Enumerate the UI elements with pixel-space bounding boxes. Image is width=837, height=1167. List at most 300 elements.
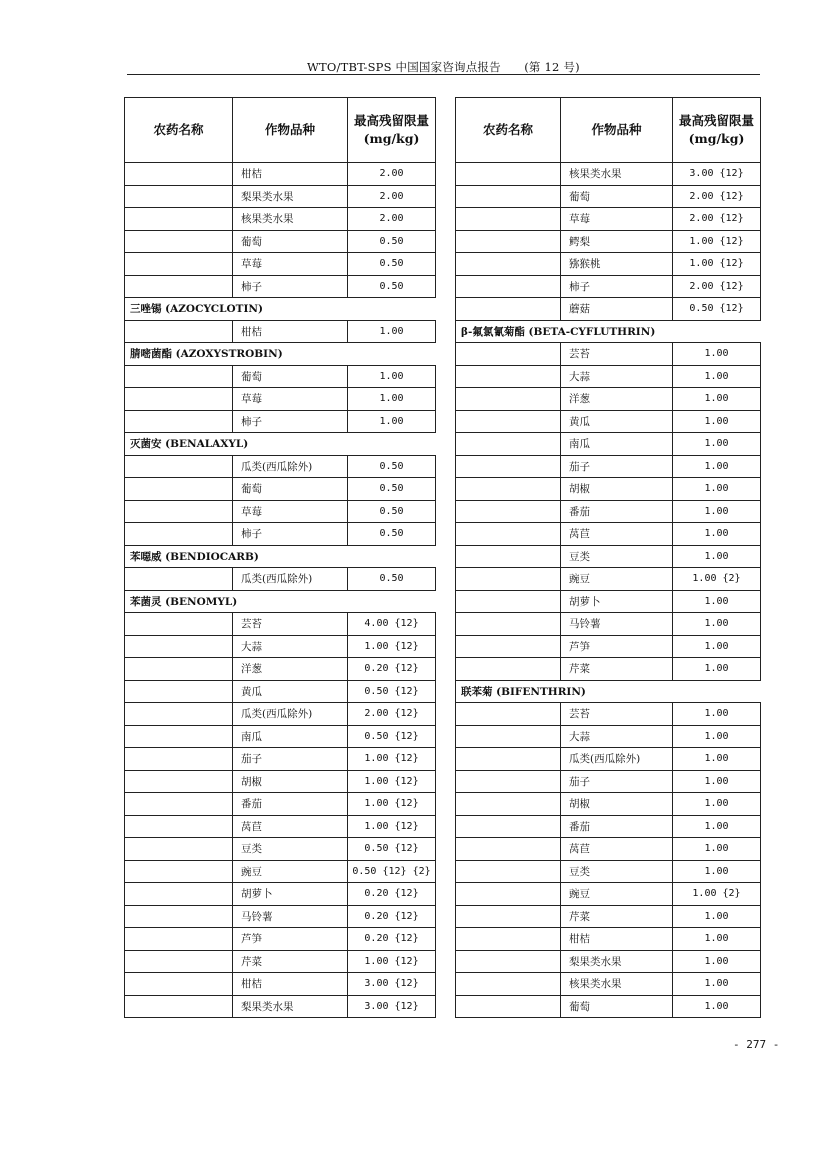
pesticide-name: 苯菌灵 (BENOMYL) [125,590,436,613]
mrl-value-cell: 1.00 [673,793,761,816]
mrl-value-cell: 1.00 [673,838,761,861]
table-row [125,905,436,928]
pesticide-cell [125,770,233,793]
pesticide-cell [456,590,561,613]
table-row [456,703,761,726]
mrl-value-cell: 0.50 [348,230,436,253]
mrl-value-cell: 1.00 [673,545,761,568]
table-row [456,905,761,928]
pesticide-cell [125,950,233,973]
pesticide-heading-row [125,298,436,321]
table-row [125,568,436,591]
crop-cell: 番茄 [561,815,673,838]
table-row [456,163,761,186]
mrl-value-cell: 1.00 [673,973,761,996]
table-row [456,253,761,276]
mrl-value-cell: 3.00 {12} [673,163,761,186]
table-row [125,703,436,726]
crop-cell: 瓜类(西瓜除外) [561,748,673,771]
pesticide-cell [456,343,561,366]
crop-cell: 南瓜 [233,725,348,748]
table-row [456,748,761,771]
crop-cell: 莴苣 [233,815,348,838]
crop-cell: 梨果类水果 [233,185,348,208]
table-row [125,365,436,388]
crop-cell: 蘑菇 [561,298,673,321]
pesticide-cell [456,703,561,726]
table-row [456,995,761,1018]
table-row [125,815,436,838]
pesticide-cell [125,253,233,276]
pesticide-cell [456,433,561,456]
mrl-value-cell: 1.00 [673,950,761,973]
header-max-residue-limit: 最高残留限量(mg/kg) [348,98,436,163]
pesticide-cell [125,883,233,906]
mrl-value-cell: 0.20 {12} [348,928,436,951]
mrl-value-cell: 1.00 [673,590,761,613]
pesticide-cell [125,995,233,1018]
pesticide-heading-row [456,680,761,703]
mrl-value-cell: 1.00 [673,478,761,501]
crop-cell: 黄瓜 [233,680,348,703]
crop-cell: 大蒜 [561,365,673,388]
pesticide-cell [125,478,233,501]
pesticide-cell [125,523,233,546]
table-row [125,838,436,861]
pesticide-cell [456,523,561,546]
crop-cell: 瓜类(西瓜除外) [233,568,348,591]
table-row [456,230,761,253]
table-row [125,725,436,748]
crop-cell: 胡椒 [233,770,348,793]
mrl-value-cell: 1.00 {12} [348,950,436,973]
table-row [456,613,761,636]
mrl-value-cell: 1.00 [348,388,436,411]
crop-cell: 洋葱 [561,388,673,411]
table-row [125,455,436,478]
crop-cell: 瓜类(西瓜除外) [233,703,348,726]
pesticide-cell [456,613,561,636]
mrl-value-cell: 1.00 [673,455,761,478]
mrl-value-cell: 1.00 [348,410,436,433]
residue-table-left [124,97,436,1018]
crop-cell: 柿子 [233,523,348,546]
mrl-value-cell: 2.00 [348,208,436,231]
pesticide-name: 三唑锡 (AZOCYCLOTIN) [125,298,436,321]
table-row [125,253,436,276]
table-row [456,838,761,861]
table-row [125,208,436,231]
table-row [456,815,761,838]
table-row [125,500,436,523]
crop-cell: 胡椒 [561,793,673,816]
crop-cell: 葡萄 [233,365,348,388]
pesticide-cell [125,658,233,681]
pesticide-cell [125,680,233,703]
mrl-value-cell: 1.00 [673,905,761,928]
pesticide-cell [456,208,561,231]
crop-cell: 豆类 [233,838,348,861]
header-text: WTO/TBT-SPS 中国国家咨询点报告 (第 12 号) [307,60,580,74]
pesticide-cell [456,298,561,321]
mrl-value-cell: 3.00 {12} [348,973,436,996]
pesticide-cell [456,815,561,838]
pesticide-cell [125,703,233,726]
mrl-value-cell: 1.00 {2} [673,568,761,591]
pesticide-cell [456,275,561,298]
pesticide-cell [456,500,561,523]
crop-cell: 草莓 [561,208,673,231]
crop-cell: 柑桔 [233,973,348,996]
table-row [125,275,436,298]
mrl-value-cell: 0.50 {12} {2} [348,860,436,883]
crop-cell: 豆类 [561,860,673,883]
pesticide-cell [456,725,561,748]
pesticide-cell [456,793,561,816]
mrl-value-cell: 1.00 [673,433,761,456]
pesticide-cell [125,568,233,591]
mrl-value-cell: 1.00 [673,500,761,523]
pesticide-cell [125,230,233,253]
mrl-value-cell: 0.20 {12} [348,883,436,906]
mrl-value-cell: 0.50 [348,500,436,523]
pesticide-cell [125,725,233,748]
table-header-row [125,98,436,163]
crop-cell: 葡萄 [233,230,348,253]
table-row [456,725,761,748]
table-row [456,770,761,793]
mrl-value-cell: 0.50 [348,455,436,478]
mrl-value-cell: 1.00 [673,770,761,793]
table-row [125,410,436,433]
table-row [125,973,436,996]
pesticide-cell [125,905,233,928]
crop-cell: 豌豆 [561,568,673,591]
table-row [125,950,436,973]
crop-cell: 豌豆 [233,860,348,883]
pesticide-cell [125,275,233,298]
crop-cell: 胡萝卜 [561,590,673,613]
mrl-value-cell: 0.20 {12} [348,658,436,681]
pesticide-name: 灭菌安 (BENALAXYL) [125,433,436,456]
header-crop-variety: 作物品种 [561,98,673,163]
mrl-value-cell: 1.00 [673,388,761,411]
mrl-value-cell: 1.00 {12} [348,815,436,838]
crop-cell: 草莓 [233,388,348,411]
pesticide-name: 联苯菊 (BIFENTHRIN) [456,680,761,703]
header-pesticide-name: 农药名称 [125,98,233,163]
crop-cell: 柑桔 [561,928,673,951]
crop-cell: 豌豆 [561,883,673,906]
pesticide-name: β-氟氯氰菊酯 (BETA-CYFLUTHRIN) [456,320,761,343]
table-row [125,995,436,1018]
mrl-value-cell: 1.00 [673,365,761,388]
mrl-value-cell: 0.50 [348,253,436,276]
table-row [125,860,436,883]
mrl-value-cell: 1.00 {12} [348,793,436,816]
mrl-value-cell: 2.00 [348,163,436,186]
table-row [125,613,436,636]
mrl-value-cell: 0.50 [348,568,436,591]
crop-cell: 柑桔 [233,163,348,186]
pesticide-cell [456,658,561,681]
mrl-value-cell: 1.00 [673,658,761,681]
mrl-value-cell: 1.00 [673,343,761,366]
pesticide-cell [456,163,561,186]
mrl-value-cell: 1.00 {12} [673,230,761,253]
table-row [125,928,436,951]
table-row [125,388,436,411]
mrl-value-cell: 4.00 {12} [348,613,436,636]
mrl-value-cell: 0.50 {12} [348,725,436,748]
mrl-value-cell: 1.00 [673,523,761,546]
pesticide-cell [456,860,561,883]
table-row [125,635,436,658]
crop-cell: 核果类水果 [561,973,673,996]
crop-cell: 茄子 [233,748,348,771]
mrl-value-cell: 1.00 {2} [673,883,761,906]
crop-cell: 芦笋 [233,928,348,951]
table-row [456,298,761,321]
pesticide-cell [125,185,233,208]
table-row [456,275,761,298]
table-header-row [456,98,761,163]
crop-cell: 葡萄 [561,185,673,208]
mrl-value-cell: 1.00 [348,365,436,388]
pesticide-heading-row [125,343,436,366]
mrl-value-cell: 1.00 {12} [348,635,436,658]
table-row [125,478,436,501]
pesticide-heading-row [456,320,761,343]
table-row [456,883,761,906]
table-row [125,883,436,906]
table-row [456,185,761,208]
pesticide-cell [125,208,233,231]
pesticide-cell [456,568,561,591]
mrl-value-cell: 2.00 [348,185,436,208]
mrl-value-cell: 1.00 [673,995,761,1018]
mrl-value-cell: 1.00 {12} [673,253,761,276]
mrl-value-cell: 1.00 [673,928,761,951]
crop-cell: 茄子 [561,455,673,478]
crop-cell: 瓜类(西瓜除外) [233,455,348,478]
crop-cell: 莴苣 [561,523,673,546]
header-rule [127,74,760,75]
table-body-left [125,163,436,1018]
table-row [456,860,761,883]
pesticide-heading-row [125,433,436,456]
pesticide-cell [125,635,233,658]
mrl-value-cell: 1.00 [673,635,761,658]
pesticide-name: 腈嘧菌酯 (AZOXYSTROBIN) [125,343,436,366]
table-row [125,230,436,253]
pesticide-cell [456,770,561,793]
table-row [125,185,436,208]
mrl-value-cell: 1.00 [673,815,761,838]
table-row [456,478,761,501]
crop-cell: 葡萄 [561,995,673,1018]
crop-cell: 核果类水果 [561,163,673,186]
mrl-value-cell: 2.00 {12} [348,703,436,726]
crop-cell: 核果类水果 [233,208,348,231]
header-crop-variety: 作物品种 [233,98,348,163]
crop-cell: 柿子 [233,275,348,298]
table-row [125,748,436,771]
pesticide-cell [125,973,233,996]
mrl-value-cell: 0.50 [348,275,436,298]
mrl-value-cell: 0.50 [348,523,436,546]
table-body-right [456,163,761,1018]
pesticide-cell [456,838,561,861]
page-header [127,57,760,75]
header-max-residue-limit: 最高残留限量(mg/kg) [673,98,761,163]
pesticide-cell [456,748,561,771]
table-row [456,635,761,658]
pesticide-cell [456,365,561,388]
pesticide-heading-row [125,545,436,568]
mrl-value-cell: 0.20 {12} [348,905,436,928]
mrl-value-cell: 1.00 [673,703,761,726]
pesticide-cell [456,995,561,1018]
table-row [456,343,761,366]
table-row [125,770,436,793]
mrl-value-cell: 1.00 {12} [348,748,436,771]
crop-cell: 芸苔 [233,613,348,636]
mrl-value-cell: 0.50 [348,478,436,501]
table-row [456,410,761,433]
table-row [456,950,761,973]
header-pesticide-name: 农药名称 [456,98,561,163]
pesticide-cell [456,410,561,433]
table-row [456,365,761,388]
pesticide-cell [456,478,561,501]
pesticide-cell [125,613,233,636]
pesticide-cell [125,455,233,478]
crop-cell: 豆类 [561,545,673,568]
mrl-value-cell: 1.00 [348,320,436,343]
pesticide-cell [125,388,233,411]
mrl-value-cell: 3.00 {12} [348,995,436,1018]
table-row [456,568,761,591]
crop-cell: 南瓜 [561,433,673,456]
crop-cell: 草莓 [233,253,348,276]
crop-cell: 芹菜 [561,658,673,681]
crop-cell: 马铃薯 [561,613,673,636]
pesticide-cell [125,928,233,951]
table-row [456,928,761,951]
table-row [125,163,436,186]
crop-cell: 芹菜 [561,905,673,928]
table-row [456,433,761,456]
mrl-value-cell: 1.00 [673,410,761,433]
pesticide-cell [456,973,561,996]
table-row [456,545,761,568]
crop-cell: 鳄梨 [561,230,673,253]
crop-cell: 大蒜 [233,635,348,658]
pesticide-cell [456,950,561,973]
table-row [456,500,761,523]
pesticide-cell [125,793,233,816]
mrl-value-cell: 1.00 [673,748,761,771]
crop-cell: 芸苔 [561,703,673,726]
table-row [456,973,761,996]
pesticide-name: 苯噁威 (BENDIOCARB) [125,545,436,568]
pesticide-cell [125,838,233,861]
crop-cell: 莴苣 [561,838,673,861]
mrl-value-cell: 0.50 {12} [673,298,761,321]
residue-table-right [455,97,761,1018]
table-row [456,523,761,546]
mrl-value-cell: 1.00 [673,613,761,636]
table-row [125,523,436,546]
crop-cell: 洋葱 [233,658,348,681]
mrl-value-cell: 1.00 [673,860,761,883]
table-row [456,388,761,411]
table-row [456,208,761,231]
crop-cell: 芦笋 [561,635,673,658]
crop-cell: 马铃薯 [233,905,348,928]
mrl-value-cell: 0.50 {12} [348,680,436,703]
pesticide-cell [125,815,233,838]
page-number: - 277 - [733,1038,780,1051]
crop-cell: 胡椒 [561,478,673,501]
table-row [125,793,436,816]
mrl-value-cell: 1.00 [673,725,761,748]
pesticide-cell [125,748,233,771]
crop-cell: 胡萝卜 [233,883,348,906]
pesticide-cell [456,230,561,253]
pesticide-cell [456,185,561,208]
crop-cell: 番茄 [561,500,673,523]
crop-cell: 猕猴桃 [561,253,673,276]
pesticide-cell [456,388,561,411]
table-row [456,658,761,681]
crop-cell: 柿子 [233,410,348,433]
mrl-value-cell: 2.00 {12} [673,208,761,231]
table-row [456,793,761,816]
pesticide-cell [456,905,561,928]
pesticide-cell [456,545,561,568]
crop-cell: 草莓 [233,500,348,523]
pesticide-heading-row [125,590,436,613]
crop-cell: 柿子 [561,275,673,298]
table-row [125,680,436,703]
pesticide-cell [125,163,233,186]
table-row [456,590,761,613]
crop-cell: 梨果类水果 [561,950,673,973]
table-row [125,320,436,343]
crop-cell: 番茄 [233,793,348,816]
pesticide-cell [125,320,233,343]
table-row [125,658,436,681]
table-row [456,455,761,478]
pesticide-cell [125,500,233,523]
pesticide-cell [125,365,233,388]
mrl-value-cell: 2.00 {12} [673,185,761,208]
crop-cell: 葡萄 [233,478,348,501]
pesticide-cell [125,860,233,883]
crop-cell: 茄子 [561,770,673,793]
crop-cell: 芹菜 [233,950,348,973]
crop-cell: 柑桔 [233,320,348,343]
crop-cell: 芸苔 [561,343,673,366]
crop-cell: 黄瓜 [561,410,673,433]
mrl-value-cell: 0.50 {12} [348,838,436,861]
mrl-value-cell: 1.00 {12} [348,770,436,793]
crop-cell: 梨果类水果 [233,995,348,1018]
pesticide-cell [456,455,561,478]
pesticide-cell [125,410,233,433]
